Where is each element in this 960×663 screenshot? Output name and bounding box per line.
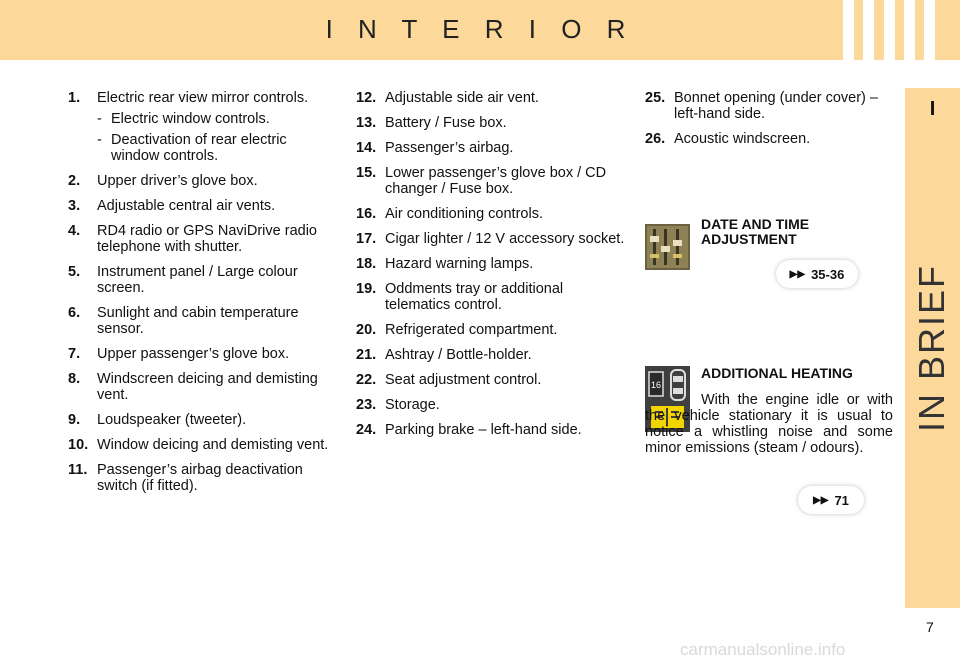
page-number: 7 <box>926 619 934 635</box>
item-text: Loudspeaker (tweeter). <box>97 412 247 428</box>
header-stripe <box>904 0 915 60</box>
item-number: 3. <box>68 198 81 214</box>
heating-title: ADDITIONAL HEATING <box>701 365 853 381</box>
list-item <box>356 397 626 413</box>
item-number: 13. <box>356 115 377 131</box>
item-text: Adjustable central air vents. <box>97 198 276 214</box>
item-text: Hazard warning lamps. <box>385 256 534 272</box>
list-item <box>68 305 330 337</box>
list-item <box>356 140 626 156</box>
double-arrow-right-icon: ▶▶ <box>789 268 806 280</box>
list-item <box>356 322 626 338</box>
chapter-title: IN BRIEF <box>911 263 952 433</box>
item-text: Cigar lighter / 12 V accessory socket. <box>385 231 625 247</box>
item-text: Parking brake – left-hand side. <box>385 422 582 438</box>
list-item <box>68 223 330 255</box>
sub-item-text: Deactivation of rear electric window controls. <box>111 132 287 164</box>
item-number: 7. <box>68 346 81 362</box>
items-column-1 <box>68 90 330 503</box>
item-number: 2. <box>68 173 81 189</box>
item-number: 15. <box>356 165 377 181</box>
list-item <box>68 462 330 494</box>
header-stripe <box>884 0 895 60</box>
header-stripe <box>924 0 935 60</box>
item-number: 1. <box>68 90 81 106</box>
item-text: RD4 radio or GPS NaviDrive radio telephone with shutter. <box>97 223 317 255</box>
heating-page-ref[interactable] <box>798 486 864 514</box>
item-number: 10. <box>68 437 89 453</box>
item-text: Window deicing and demisting vent. <box>97 437 329 453</box>
item-number: 11. <box>68 462 88 478</box>
list-item <box>68 264 330 296</box>
item-number: 4. <box>68 223 81 239</box>
item-number: 23. <box>356 397 377 413</box>
item-number: 20. <box>356 322 377 338</box>
item-number: 22. <box>356 372 377 388</box>
item-text: Electric rear view mirror controls. <box>97 90 309 106</box>
date-time-title <box>701 217 809 247</box>
item-number: 25. <box>645 90 666 106</box>
item-text: Passenger’s airbag. <box>385 140 514 156</box>
sub-item-text: Electric window controls. <box>111 111 270 127</box>
item-number: 8. <box>68 371 81 387</box>
item-text: Upper driver’s glove box. <box>97 173 258 189</box>
item-number: 24. <box>356 422 377 438</box>
sub-item: - Deactivation of rear electric window controls. <box>97 132 287 164</box>
item-text: Bonnet opening (under cover) – left-hand side. <box>674 90 878 122</box>
heating-ref-text: 71 <box>834 492 849 508</box>
list-item <box>356 422 626 438</box>
item-number: 16. <box>356 206 377 222</box>
header-bar <box>0 0 960 60</box>
header-stripe <box>863 0 874 60</box>
item-number: 21. <box>356 347 377 363</box>
item-text: Lower passenger’s glove box / CD changer / Fuse box. <box>385 165 607 197</box>
list-item <box>645 90 895 122</box>
list-item <box>68 412 330 428</box>
list-item <box>356 165 626 197</box>
item-number: 17. <box>356 231 377 247</box>
sub-item: - Electric window controls. <box>97 111 270 127</box>
item-number: 26. <box>645 131 666 147</box>
items-column-3 <box>645 90 895 156</box>
list-item <box>356 90 626 106</box>
item-number: 5. <box>68 264 81 280</box>
item-text: Battery / Fuse box. <box>385 115 507 131</box>
item-text: Sunlight and cabin temperature sensor. <box>97 305 299 337</box>
item-text: Air conditioning controls. <box>385 206 543 222</box>
date-time-ref-text: 35-36 <box>811 266 845 282</box>
chapter-number: I <box>929 98 936 120</box>
date-time-page-ref[interactable] <box>776 260 858 288</box>
item-text: Refrigerated compartment. <box>385 322 558 338</box>
heating-text: With the engine idle or with the vehicle stationary it is usual to notice a whistling noise and some minor emissions (steam / odours). <box>645 392 893 456</box>
list-item <box>68 346 330 362</box>
double-arrow-right-icon: ▶▶ <box>813 494 829 506</box>
item-number: 19. <box>356 281 377 297</box>
item-number: 18. <box>356 256 377 272</box>
item-text: Instrument panel / Large colour screen. <box>97 264 298 296</box>
sliders-panel-icon <box>645 224 690 270</box>
item-text: Storage. <box>385 397 440 413</box>
item-text: Windscreen deicing and demisting vent. <box>97 371 318 403</box>
item-text: Passenger’s airbag deactivation switch (if fitted). <box>97 462 303 494</box>
list-item <box>356 206 626 222</box>
item-number: 12. <box>356 90 377 106</box>
date-time-title-line2: ADJUSTMENT <box>701 231 797 247</box>
list-item <box>68 437 330 453</box>
list-item <box>68 371 330 403</box>
list-item <box>356 115 626 131</box>
item-number: 14. <box>356 140 377 156</box>
item-text: Acoustic windscreen. <box>674 131 811 147</box>
list-item <box>356 372 626 388</box>
item-number: 6. <box>68 305 81 321</box>
list-item <box>356 347 626 363</box>
item-text: Adjustable side air vent. <box>385 90 539 106</box>
list-item <box>68 173 330 189</box>
date-time-title-line1: DATE AND TIME <box>701 216 810 232</box>
list-item <box>356 256 626 272</box>
page-title: I N T E R I O R <box>325 14 635 44</box>
item-text: Oddments tray or additional telematics control. <box>385 281 564 313</box>
svg-text:16: 16 <box>650 380 662 390</box>
list-item <box>68 198 330 214</box>
watermark: carmanualsonline.info <box>680 640 846 659</box>
item-text: Ashtray / Bottle-holder. <box>385 347 532 363</box>
item-text: Seat adjustment control. <box>385 372 542 388</box>
list-item <box>645 131 895 147</box>
list-item <box>68 90 330 164</box>
items-column-2 <box>356 90 626 447</box>
item-number: 9. <box>68 412 81 428</box>
list-item <box>356 231 626 247</box>
header-stripe <box>843 0 854 60</box>
list-item <box>356 281 626 313</box>
item-text: Upper passenger’s glove box. <box>97 346 290 362</box>
